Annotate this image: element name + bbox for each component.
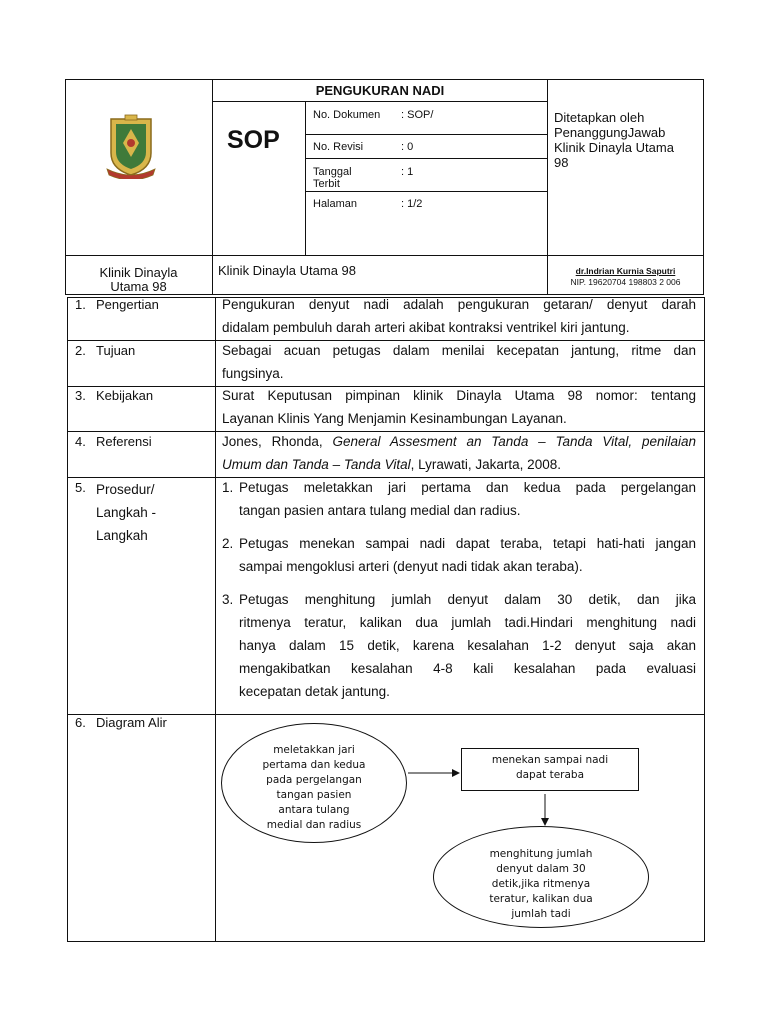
- step-number: 2.: [222, 536, 234, 551]
- clinic-name-left: Klinik Dinayla Utama 98: [99, 265, 178, 294]
- meta-label-tanggal-terbit: Tanggal Terbit: [313, 166, 352, 190]
- step-3-text: Petugas menghitung jumlah denyut dalam 30 detik, dan jika ritmenya teratur, kalikan dua jumlah tadi.Hindari menghitung nadi hanya dalam 15 detik, karena kesalahan 1-2 denyut saja akan mengakibatkan kesalahan 4-8 kali kesalahan pada evaluasi kecepatan detak jantung.: [239, 592, 696, 699]
- referensi-text: Jones, Rhonda, General Assesment an Tanda – Tanda Vital, penilaian Umum dan Tanda – Tanda Vital, Lyrawati, Jakarta, 2008.: [222, 434, 696, 472]
- tujuan-text: Sebagai acuan petugas dalam menilai kecepatan jantung, ritme dan fungsinya.: [222, 343, 696, 381]
- signer-nip: NIP. 19620704 198803 2 006: [570, 277, 681, 287]
- section-label-diagram-alir: Diagram Alir: [96, 715, 167, 730]
- section-number: 5.: [75, 480, 86, 495]
- kebijakan-text: Surat Keputusan pimpinan klinik Dinayla Utama 98 nomor: tentang Layanan Klinis Yang Menjamin Kesinambungan Layanan.: [222, 388, 696, 426]
- flow-node-3-text: menghitung jumlah denyut dalam 30 detik,jika ritmenya teratur, kalikan dua jumlah tadi: [489, 848, 593, 920]
- approval-text: Ditetapkan oleh PenanggungJawab Klinik Dinayla Utama 98: [554, 110, 674, 170]
- signer-name: dr.Indrian Kurnia Saputri: [575, 266, 676, 276]
- section-number: 2.: [75, 343, 86, 358]
- pengertian-text: Pengukuran denyut nadi adalah pengukuran getaran/ denyut darah didalam pembuluh darah arteri akibat kontraksi ventrikel kiri jantung.: [222, 297, 696, 335]
- clinic-name-middle: Klinik Dinayla Utama 98: [218, 263, 357, 278]
- section-number: 6.: [75, 715, 86, 730]
- meta-value-no-revisi: : 0: [401, 141, 414, 153]
- step-number: 3.: [222, 592, 234, 607]
- section-number: 3.: [75, 388, 86, 403]
- meta-value-halaman: : 1/2: [401, 198, 423, 210]
- flow-node-2-text: menekan sampai nadi dapat teraba: [491, 754, 609, 781]
- section-label-pengertian: Pengertian: [96, 297, 159, 312]
- step-2-text: Petugas menekan sampai nadi dapat teraba, tetapi hati-hati jangan sampai mengoklusi arteri (denyut nadi tidak akan teraba).: [239, 536, 696, 574]
- document-title: PENGUKURAN NADI: [315, 83, 445, 98]
- step-number: 1.: [222, 480, 234, 495]
- clinic-logo: [103, 113, 159, 179]
- section-number: 4.: [75, 434, 86, 449]
- step-1-text: Petugas meletakkan jari pertama dan kedua pada pergelangan tangan pasien antara tulang medial dan radius.: [239, 480, 696, 518]
- meta-value-tanggal-terbit: : 1: [401, 166, 414, 178]
- section-label-referensi: Referensi: [96, 434, 152, 449]
- section-label-tujuan: Tujuan: [96, 343, 136, 358]
- flow-node-1-text: meletakkan jari pertama dan kedua pada pergelangan tangan pasien antara tulang medial dan radius: [262, 744, 366, 831]
- section-label-prosedur: Prosedur/ Langkah - Langkah: [96, 482, 157, 543]
- meta-label-no-dokumen: No. Dokumen: [313, 109, 381, 121]
- section-number: 1.: [75, 297, 86, 312]
- meta-value-no-dokumen: : SOP/: [401, 109, 434, 121]
- meta-label-halaman: Halaman: [313, 198, 358, 210]
- meta-label-no-revisi: No. Revisi: [313, 141, 364, 153]
- section-label-kebijakan: Kebijakan: [96, 388, 154, 403]
- sop-label: SOP: [227, 126, 280, 154]
